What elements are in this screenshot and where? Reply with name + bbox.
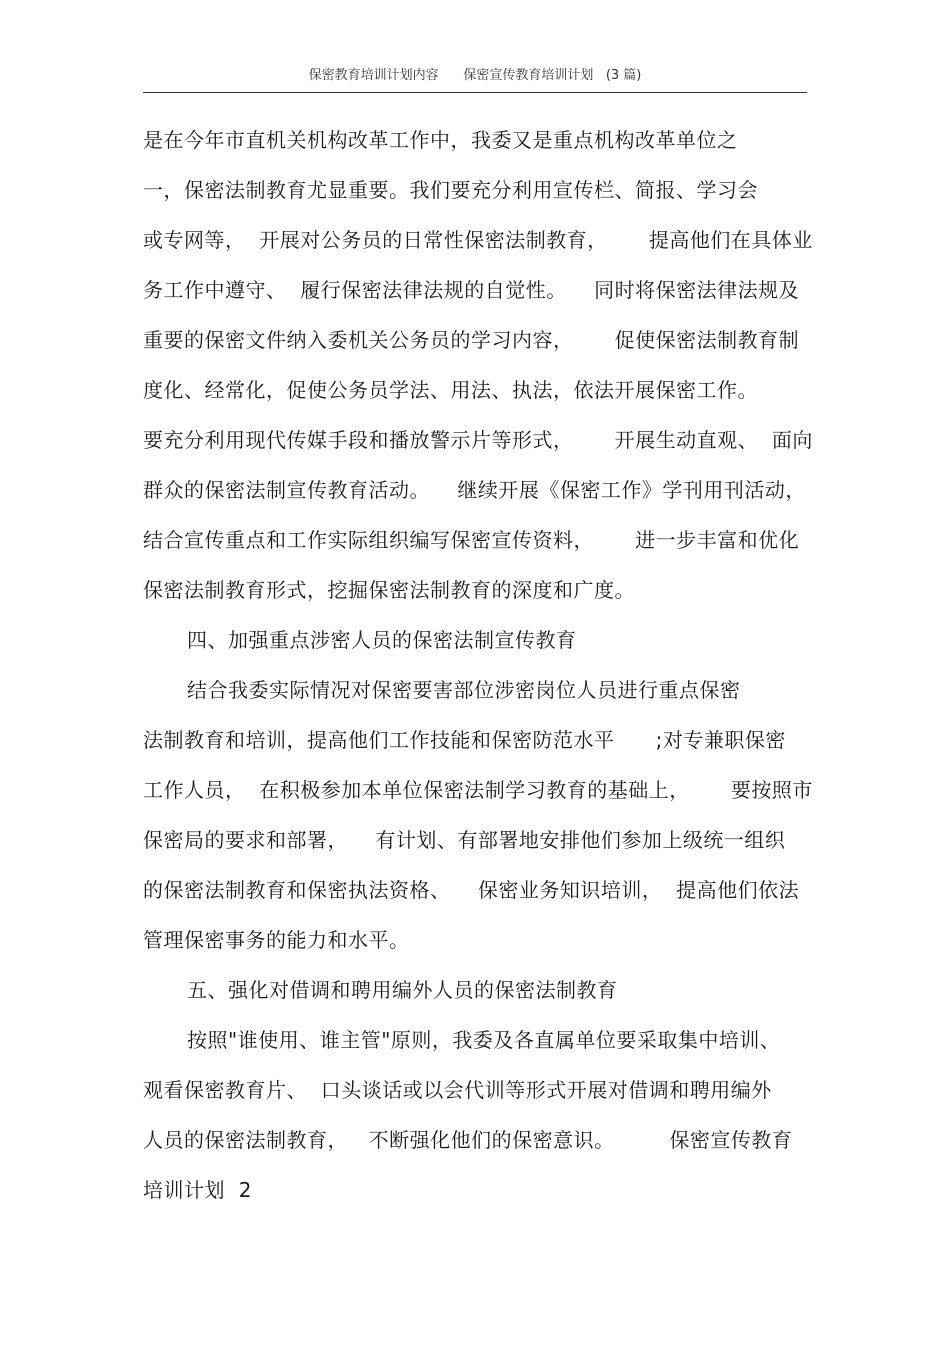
text-line: 工作人员， 在积极参加本单位保密法制学习教育的基础上， 要按照市 [143, 778, 813, 802]
paragraph-start-line: 五、强化对借调和聘用编外人员的保密法制教育 [187, 978, 618, 1002]
text-line: 培训计划 2 [143, 1178, 252, 1202]
text-line: 群众的保密法制宣传教育活动。 继续开展《保密工作》学刊用刊活动， [143, 478, 806, 502]
paragraph-start-line: 四、加强重点涉密人员的保密法制宣传教育 [187, 628, 577, 652]
text-line: 度化、经常化，促使公务员学法、用法、执法，依法开展保密工作。 [143, 378, 758, 402]
header-title-right: 保密宣传教育培训计划 [463, 68, 594, 83]
text-line: 务工作中遵守、 履行保密法律法规的自觉性。 同时将保密法律法规及 [143, 278, 800, 302]
text-line: 观看保密教育片、 口头谈话或以会代训等形式开展对借调和聘用编外 [143, 1078, 772, 1102]
text-line: 的保密法制教育和保密执法资格、 保密业务知识培训， 提高他们依法 [143, 878, 800, 902]
text-line: 或专网等， 开展对公务员的日常性保密法制教育， 提高他们在具体业 [143, 228, 813, 252]
paragraph-start-line: 结合我委实际情况对保密要害部位涉密岗位人员进行重点保密 [187, 678, 741, 702]
text-line: 是在今年市直机关机构改革工作中，我委又是重点机构改革单位之 [143, 128, 738, 152]
text-line: 人员的保密法制教育， 不断强化他们的保密意识。 保密宣传教育 [143, 1128, 793, 1152]
header-title-suffix: (3 篇) [605, 68, 642, 83]
text-line: 要充分利用现代传媒手段和播放警示片等形式， 开展生动直观、 面向 [143, 428, 813, 452]
text-line: 法制教育和培训，提高他们工作技能和保密防范水平 ;对专兼职保密 [143, 728, 786, 752]
text-line: 重要的保密文件纳入委机关公务员的学习内容， 促使保密法制教育制 [143, 328, 800, 352]
text-line: 保密局的要求和部署， 有计划、有部署地安排他们参加上级统一组织 [143, 828, 786, 852]
text-line: 一，保密法制教育尤显重要。我们要充分利用宣传栏、简报、学习会 [143, 178, 758, 202]
paragraph-start-line: 按照"谁使用、谁主管"原则，我委及各直属单位要采取集中培训、 [187, 1028, 781, 1052]
page-header [143, 66, 807, 93]
text-line: 结合宣传重点和工作实际组织编写保密宣传资料， 进一步丰富和优化 [143, 528, 800, 552]
text-line: 保密法制教育形式，挖掘保密法制教育的深度和广度。 [143, 578, 635, 602]
header-title-left: 保密教育培训计划内容 [308, 68, 439, 83]
text-line: 管理保密事务的能力和水平。 [143, 928, 410, 952]
